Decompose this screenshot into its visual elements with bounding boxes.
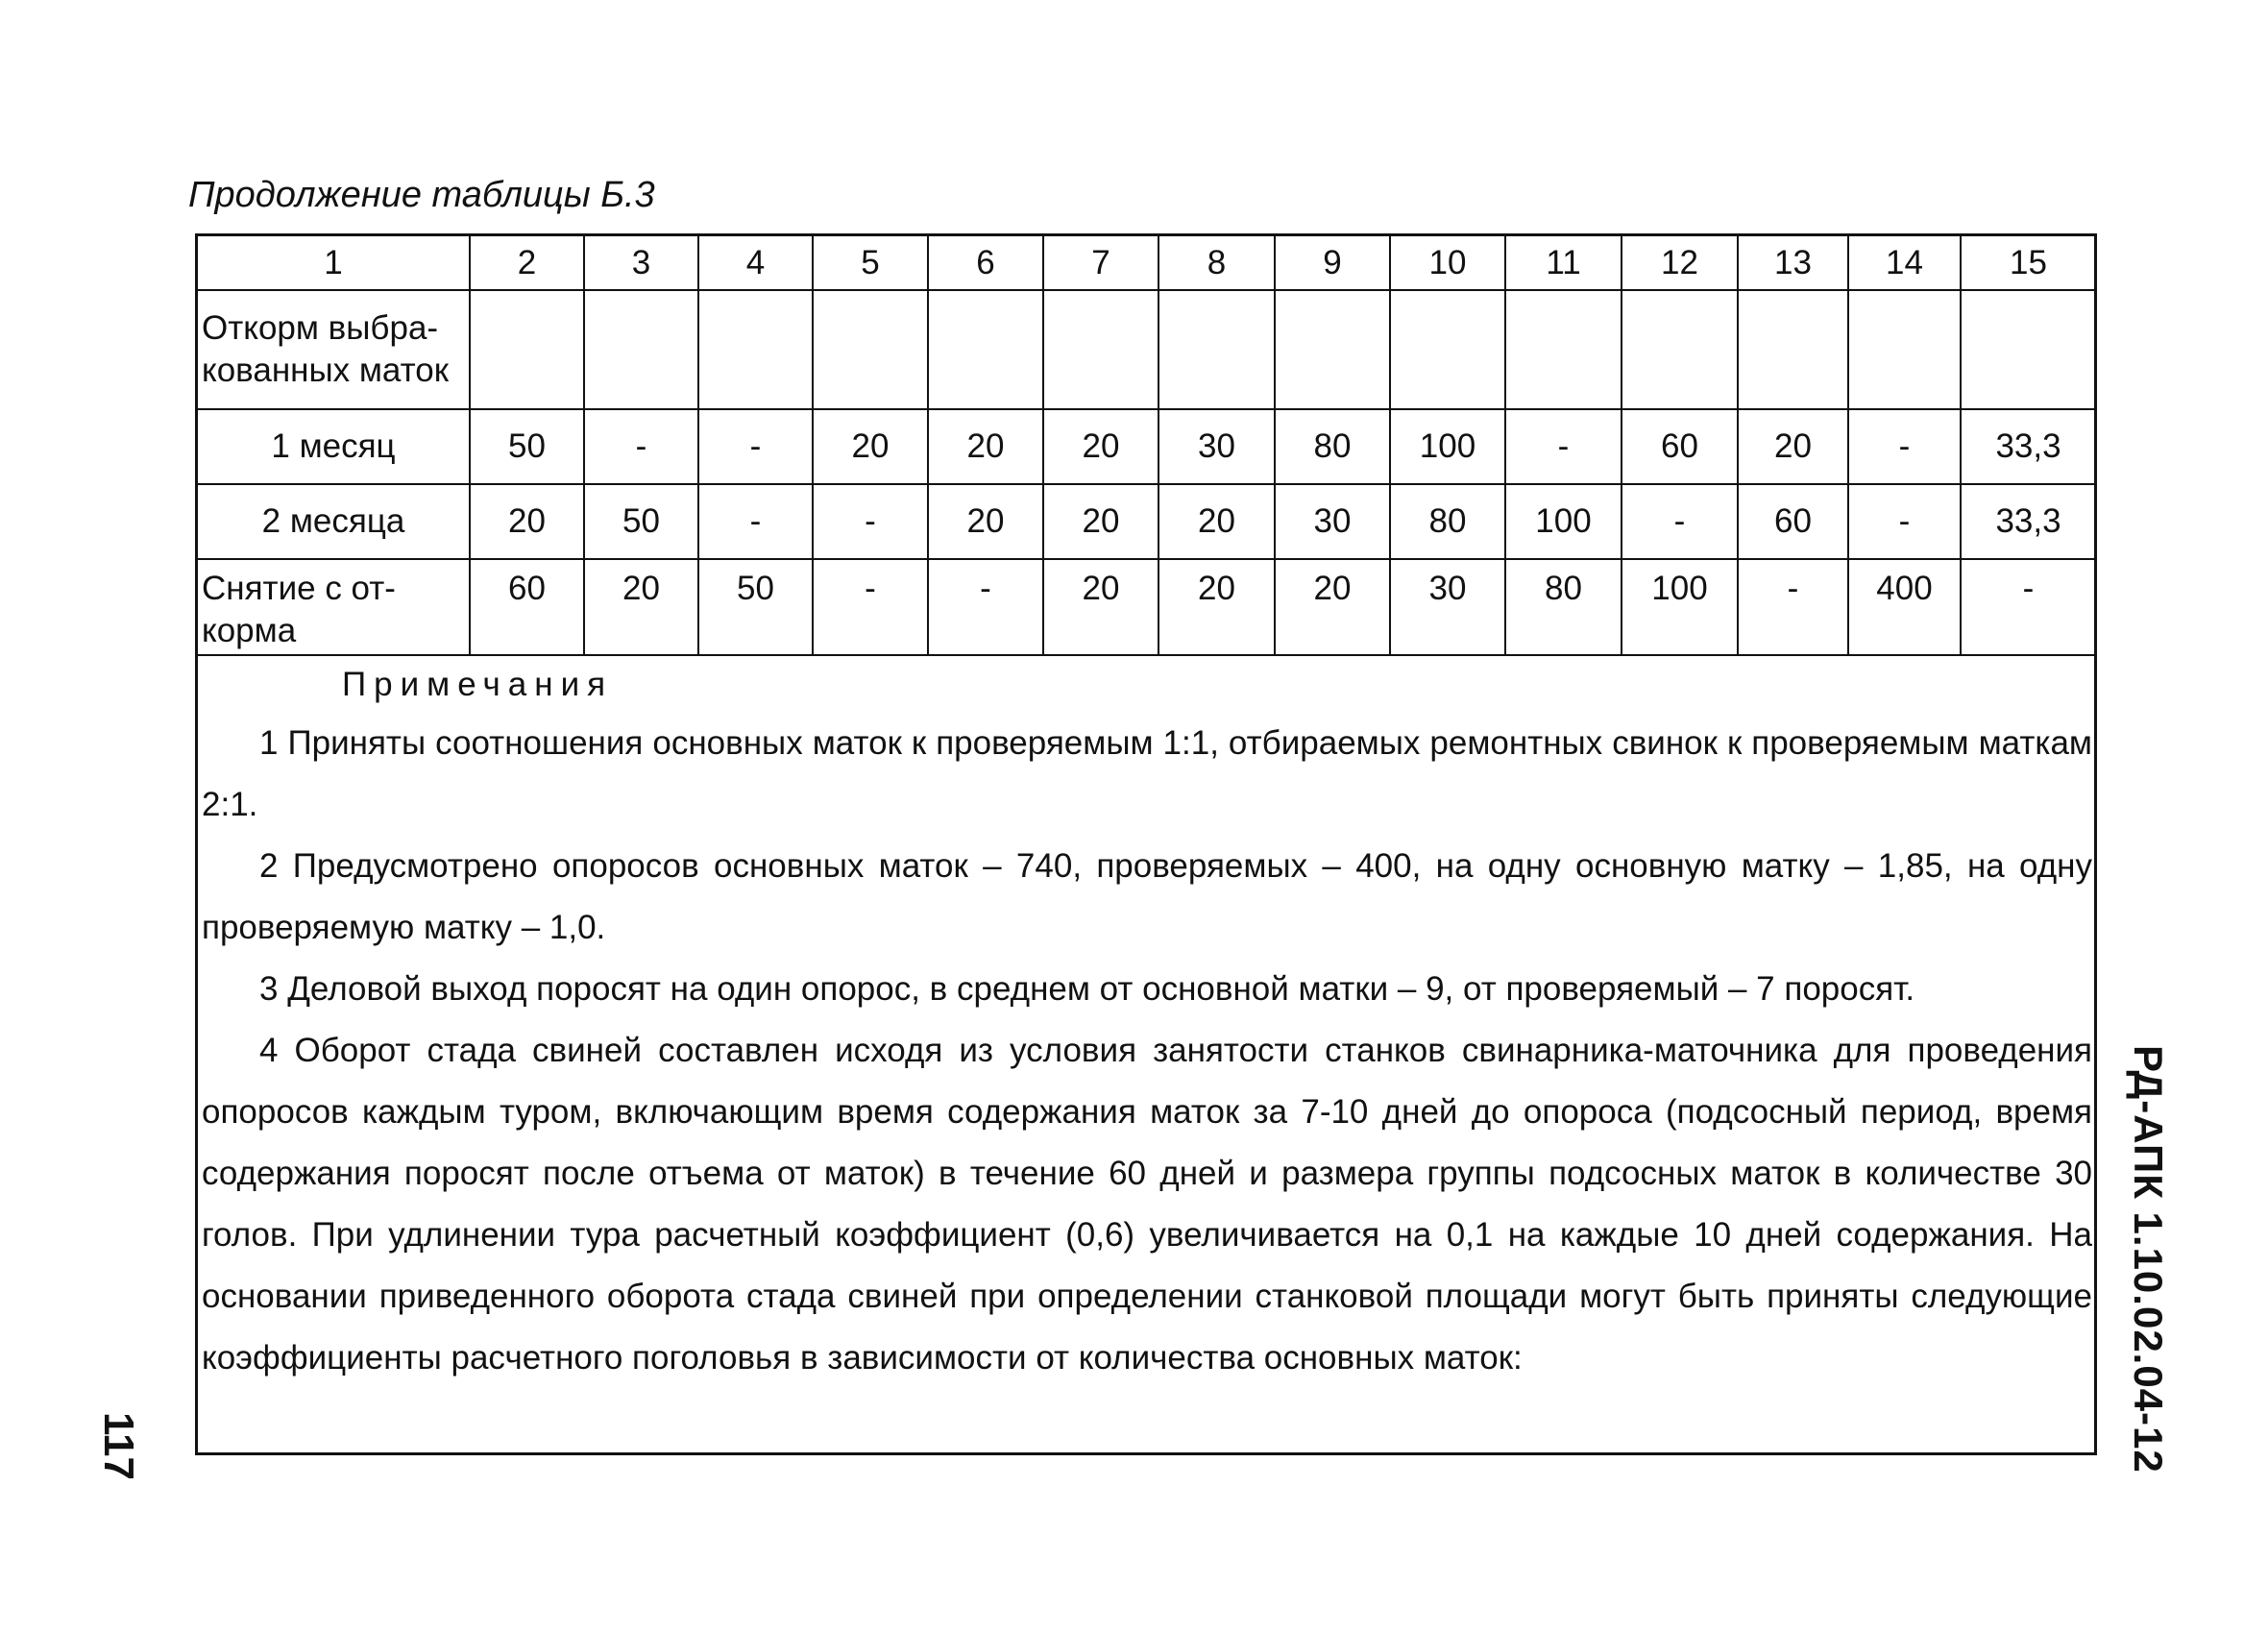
table-cell [1848,290,1961,409]
table-cell: - [584,409,698,484]
table-cell: 60 [1622,409,1738,484]
note-item [198,713,2094,836]
note-item [198,959,2094,1020]
table-cell: 400 [1848,559,1961,655]
table-cell: 50 [584,484,698,559]
table-cell: - [1848,409,1961,484]
table-cell [1390,290,1505,409]
table-cell: 100 [1505,484,1622,559]
table-cell [1961,290,2095,409]
table-cell: 20 [584,559,698,655]
row-label-line: корма [202,611,297,649]
header-row [198,236,2095,290]
notes-title: Примечания [342,666,614,703]
table-cell: 100 [1622,559,1738,655]
table-cell: 60 [470,559,584,655]
table-cell [470,290,584,409]
table-cell: 30 [1158,409,1275,484]
header-cell: 4 [698,236,813,290]
header-cell: 14 [1848,236,1961,290]
table-cell: 30 [1390,559,1505,655]
table-cell: 20 [1043,409,1158,484]
table-cell [813,290,928,409]
header-cell: 5 [813,236,928,290]
note-text: 2 Предусмотрено опоросов основных маток – 740, проверяемых – 400, на одну основную матку – 1,85, на одну проверяемую матку – 1,0. [202,847,2092,946]
table-cell: - [928,559,1043,655]
header-cell: 9 [1275,236,1390,290]
table-cell: 50 [470,409,584,484]
table-cell: - [1622,484,1738,559]
table-cell: 20 [1738,409,1848,484]
table-cell: - [1505,409,1622,484]
row-label [198,290,470,409]
table-cell: - [698,484,813,559]
table-cell: 80 [1505,559,1622,655]
row-label-line: Снятие с от- [202,570,396,607]
table-row [198,290,2095,409]
document-code: РД-АПК 1.10.02.04-12 [2126,1045,2171,1474]
note-item [198,1020,2094,1389]
row-label [198,559,470,655]
table-cell: 20 [813,409,928,484]
row-label-line: кованных маток [202,352,450,389]
table-cell [584,290,698,409]
page-number: 117 [95,1412,142,1480]
row-label [198,484,470,559]
data-table [198,236,2095,656]
header-cell: 2 [470,236,584,290]
row-label-line: 2 месяца [261,502,405,541]
table-cell: - [698,409,813,484]
table-cell: 20 [1043,559,1158,655]
table-frame [195,233,2097,1455]
table-cell: 60 [1738,484,1848,559]
row-label-line: Откорм выбра- [202,309,439,348]
table-cell: - [1738,559,1848,655]
table-cell [1158,290,1275,409]
header-cell: 3 [584,236,698,290]
table-cell [928,290,1043,409]
note-text: 3 Деловой выход поросят на один опорос, в среднем от основной матки – 9, от проверяемый – 7 поросят. [259,970,1915,1008]
table-cell [1043,290,1158,409]
table-row [198,409,2095,484]
table-cell: 80 [1275,409,1390,484]
table-cell: 30 [1275,484,1390,559]
table-cell: 33,3 [1961,484,2095,559]
table-cell [1505,290,1622,409]
table-cell: 20 [1158,484,1275,559]
table-cell: - [1848,484,1961,559]
table-row [198,484,2095,559]
header-cell: 10 [1390,236,1505,290]
header-cell: 11 [1505,236,1622,290]
table-cell: 20 [470,484,584,559]
note-item [198,836,2094,959]
notes-section [198,657,2094,1389]
table-cell: 20 [928,484,1043,559]
header-cell: 15 [1961,236,2095,290]
table-cell [698,290,813,409]
table-cell: 20 [1043,484,1158,559]
row-label [198,409,470,484]
table-cell: 80 [1390,484,1505,559]
note-text: 4 Оборот стада свиней составлен исходя из условия занятости станков свинарника-маточника для проведения опоросов каждым туром, включающим время содержания маток за 7-10 дней до опороса (подсосный период, время содержания поросят после отъема от маток) в течение 60 дней и размера группы подсосных маток в количестве 30 голов. При удлинении тура расчетный коэффициент (0,6) увеличивается на 0,1 на каждые 10 дней содержания. На основании приведенного оборота стада свиней при определении станковой площади могут быть приняты следующие коэффициенты расчетного поголовья в зависимости от количества основных маток: [202,1032,2092,1377]
row-label-line: 1 месяц [271,427,396,466]
header-cell: 6 [928,236,1043,290]
table-row [198,559,2095,655]
header-cell: 7 [1043,236,1158,290]
table-cell: 20 [928,409,1043,484]
table-cell: 20 [1158,559,1275,655]
table-cell: 50 [698,559,813,655]
table-cell: 100 [1390,409,1505,484]
table-cell: - [813,559,928,655]
header-cell: 1 [198,236,470,290]
table-cell: 20 [1275,559,1390,655]
table-cell [1622,290,1738,409]
header-cell: 12 [1622,236,1738,290]
header-cell: 8 [1158,236,1275,290]
table-caption: Продолжение таблицы Б.3 [188,175,655,215]
table-cell: 33,3 [1961,409,2095,484]
table-cell: - [1961,559,2095,655]
table-cell [1275,290,1390,409]
table-cell [1738,290,1848,409]
header-cell: 13 [1738,236,1848,290]
note-text: 1 Приняты соотношения основных маток к проверяемым 1:1, отбираемых ремонтных свинок к проверяемым маткам 2:1. [202,724,2092,823]
table-cell: - [813,484,928,559]
